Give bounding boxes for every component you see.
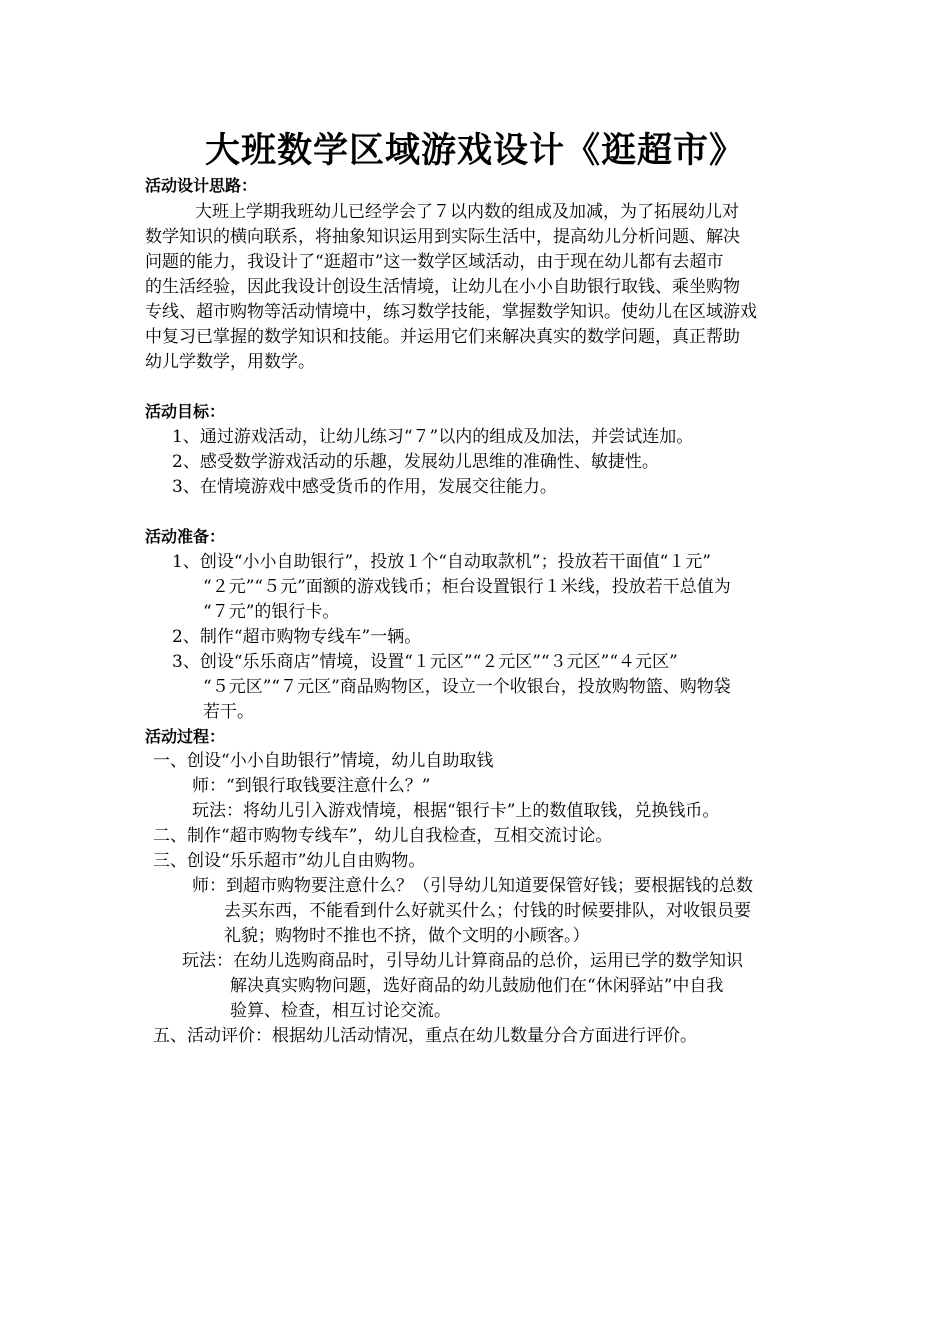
design-paragraph-line: 幼儿学数学，用数学。 — [145, 352, 315, 372]
goal-item: 2、感受数学游戏活动的乐趣，发展幼儿思维的准确性、敏捷性。 — [172, 452, 659, 472]
prep-item: 1、创设“小小自助银行”，投放１个“自动取款机”；投放若干面值“１元” — [172, 552, 711, 572]
process-detail-continued: 验算、检查，相互讨论交流。 — [230, 1001, 451, 1021]
process-detail: 玩法：在幼儿选购商品时，引导幼儿计算商品的总价，运用已学的数学知识 — [182, 951, 743, 971]
process-detail: 师：到超市购物要注意什么？（引导幼儿知道要保管好钱；要根据钱的总数 — [192, 876, 753, 896]
process-step: 一、创设“小小自助银行”情境，幼儿自助取钱 — [153, 751, 494, 771]
design-paragraph-line: 的生活经验，因此我设计创设生活情境，让幼儿在小小自助银行取钱、乘坐购物 — [145, 277, 740, 297]
prep-heading: 活动准备： — [145, 527, 226, 546]
goal-item: 3、在情境游戏中感受货币的作用，发展交往能力。 — [172, 477, 557, 497]
prep-item-continued: “７元”的银行卡。 — [203, 602, 340, 622]
design-paragraph-line: 专线、超市购物等活动情境中，练习数学技能，掌握数学知识。使幼儿在区域游戏 — [145, 302, 757, 322]
process-detail-continued: 去买东西，不能看到什么好就买什么；付钱的时候要排队，对收银员要 — [224, 901, 751, 921]
prep-item: 3、创设“乐乐商店”情境，设置“１元区”“２元区”“３元区”“４元区” — [172, 652, 678, 672]
process-detail-continued: 礼貌；购物时不推也不挤，做个文明的小顾客。） — [224, 926, 590, 946]
design-heading: 活动设计思路： — [145, 176, 258, 195]
design-paragraph-line: 中复习已掌握的数学知识和技能。并运用它们来解决真实的数学问题，真正帮助 — [145, 327, 740, 347]
prep-item-continued: 若干。 — [203, 702, 254, 722]
process-detail: 师：“到银行取钱要注意什么？” — [192, 776, 431, 796]
prep-item-continued: “５元区”“７元区”商品购物区，设立一个收银台，投放购物篮、购物袋 — [203, 677, 731, 697]
process-step: 三、创设“乐乐超市”幼儿自由购物。 — [153, 851, 426, 871]
process-step: 二、制作“超市购物专线车”，幼儿自我检查，互相交流讨论。 — [153, 826, 613, 846]
design-paragraph-line: 大班上学期我班幼儿已经学会了７以内数的组成及加减，为了拓展幼儿对 — [195, 202, 739, 222]
process-detail-continued: 解决真实购物问题，选好商品的幼儿鼓励他们在“休闲驿站”中自我 — [230, 976, 724, 996]
design-paragraph-line: 数学知识的横向联系，将抽象知识运用到实际生活中，提高幼儿分析问题、解决 — [145, 227, 740, 247]
goals-heading: 活动目标： — [145, 402, 226, 421]
process-step: 五、活动评价：根据幼儿活动情况，重点在幼儿数量分合方面进行评价。 — [153, 1026, 697, 1046]
process-heading: 活动过程： — [145, 727, 226, 746]
process-detail: 玩法：将幼儿引入游戏情境，根据“银行卡”上的数值取钱，兑换钱币。 — [192, 801, 720, 821]
design-paragraph-line: 问题的能力，我设计了“逛超市”这一数学区域活动，由于现在幼儿都有去超市 — [145, 252, 724, 272]
goal-item: 1、通过游戏活动，让幼儿练习“７”以内的组成及加法，并尝试连加。 — [172, 427, 694, 447]
document-title: 大班数学区域游戏设计《逛超市》 — [204, 131, 745, 171]
prep-item: 2、制作“超市购物专线车”一辆。 — [172, 627, 422, 647]
prep-item-continued: “２元”“５元”面额的游戏钱币；柜台设置银行１米线，投放若干总值为 — [203, 577, 731, 597]
